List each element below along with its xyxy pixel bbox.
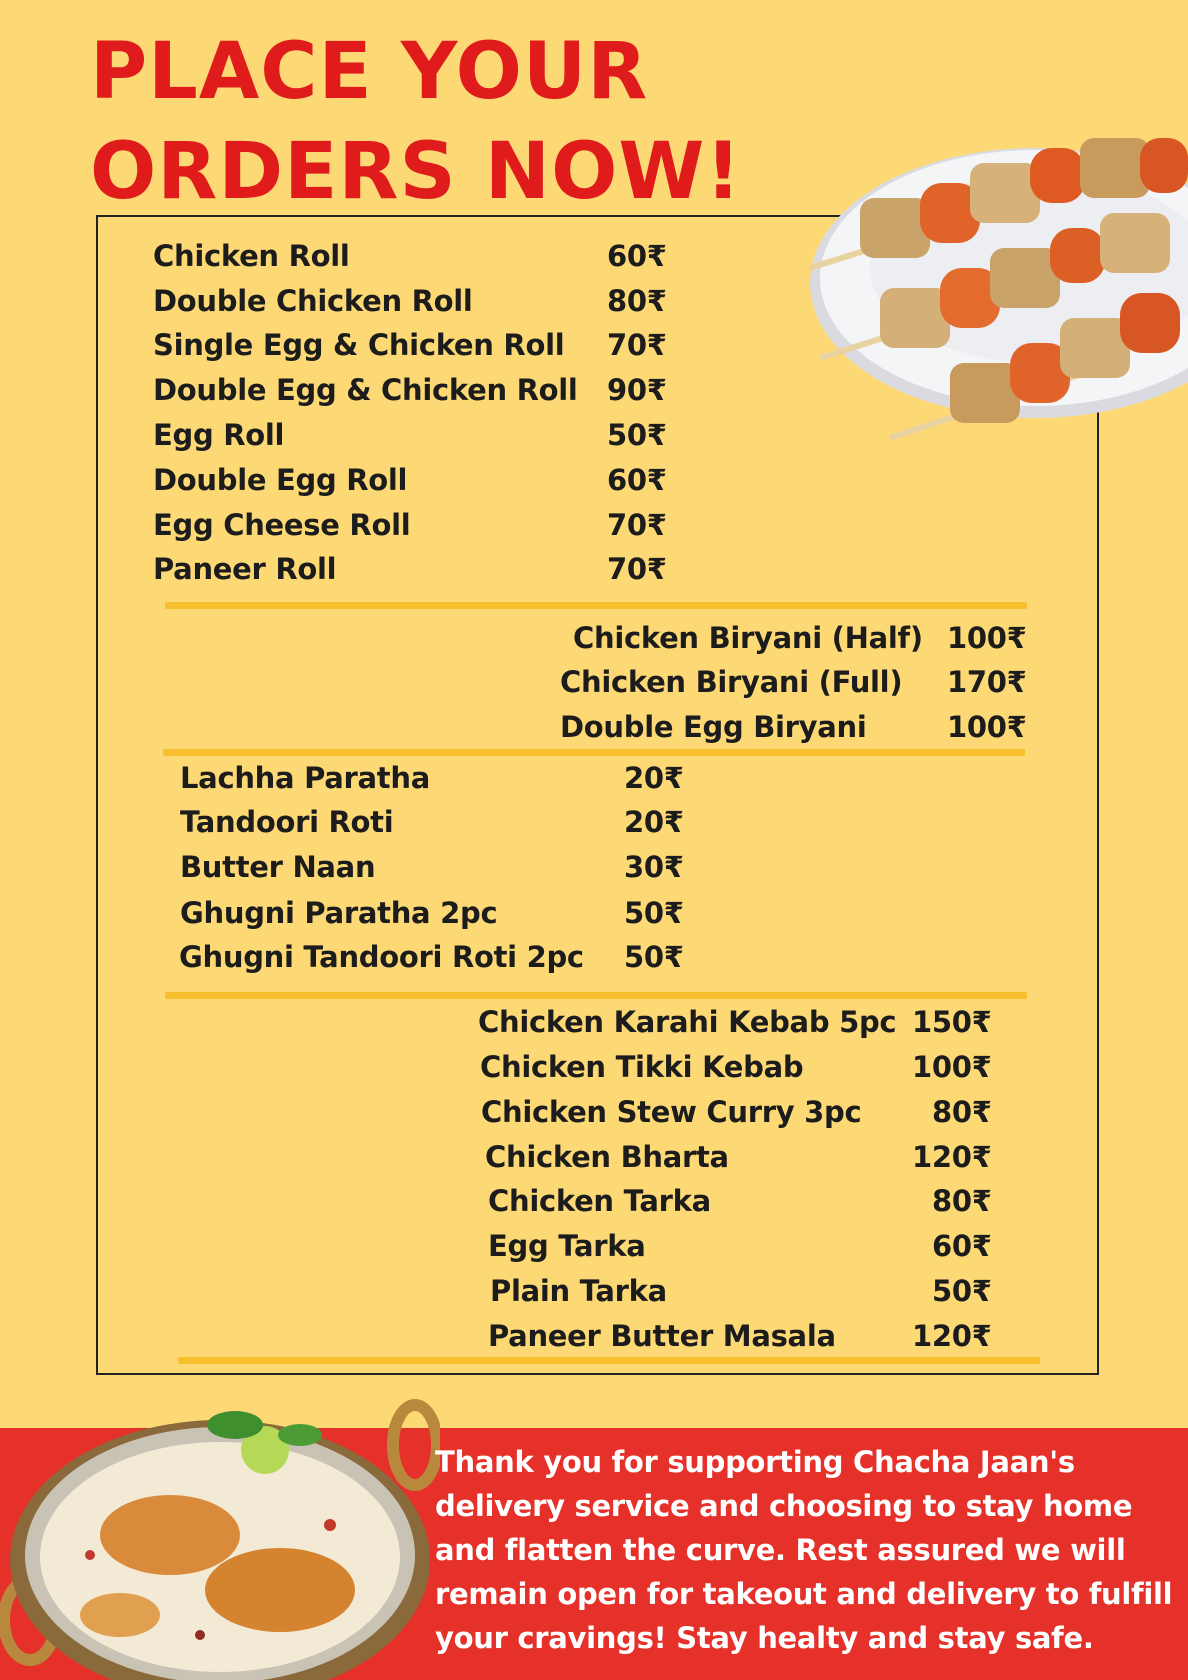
menu-item-price: 50₹ <box>607 418 667 452</box>
menu-item-price: 70₹ <box>607 552 667 586</box>
menu-item-name: Chicken Roll <box>153 239 350 273</box>
menu-item-name: Chicken Stew Curry 3pc <box>481 1095 862 1129</box>
menu-item-price: 100₹ <box>947 710 1027 744</box>
menu-item-price: 50₹ <box>932 1274 992 1308</box>
menu-item-price: 150₹ <box>912 1005 992 1039</box>
menu-item-name: Ghugni Tandoori Roti 2pc <box>179 940 584 974</box>
menu-item-name: Chicken Tikki Kebab <box>480 1050 804 1084</box>
menu-item-price: 80₹ <box>932 1095 992 1129</box>
menu-item-price: 20₹ <box>624 805 684 839</box>
menu-item-name: Chicken Karahi Kebab 5pc <box>478 1005 897 1039</box>
biryani-pot-image <box>0 1385 440 1680</box>
menu-item-price: 120₹ <box>912 1319 992 1353</box>
menu-item-price: 70₹ <box>607 328 667 362</box>
menu-item-price: 50₹ <box>624 940 684 974</box>
menu-item-name: Double Egg Roll <box>153 463 408 497</box>
menu-item-name: Plain Tarka <box>490 1274 667 1308</box>
section-divider <box>178 1357 1040 1364</box>
menu-item-name: Egg Tarka <box>488 1229 646 1263</box>
menu-item-name: Paneer Butter Masala <box>488 1319 836 1353</box>
menu-item-name: Paneer Roll <box>153 552 337 586</box>
menu-item-name: Double Egg & Chicken Roll <box>153 373 578 407</box>
menu-item-name: Single Egg & Chicken Roll <box>153 328 565 362</box>
menu-item-price: 170₹ <box>947 665 1027 699</box>
menu-item-name: Egg Roll <box>153 418 285 452</box>
headline-line-1: PLACE YOUR <box>90 27 649 117</box>
menu-item-name: Egg Cheese Roll <box>153 508 411 542</box>
menu-item-name: Double Egg Biryani <box>560 710 867 744</box>
section-divider <box>165 602 1027 609</box>
menu-item-name: Ghugni Paratha 2pc <box>180 896 498 930</box>
headline-line-2: ORDERS NOW! <box>90 127 742 217</box>
menu-item-name: Chicken Tarka <box>488 1184 711 1218</box>
kebab-plate-image <box>800 118 1188 463</box>
menu-item-price: 70₹ <box>607 508 667 542</box>
footer-message: Thank you for supporting Chacha Jaan's delivery service and choosing to stay home and flatten the curve. Rest assured we will remain open for takeout and delivery to fulfill your cravings! Stay healty and stay safe. <box>435 1445 1173 1655</box>
menu-item-price: 50₹ <box>624 896 684 930</box>
menu-item-price: 80₹ <box>932 1184 992 1218</box>
menu-item-name: Chicken Biryani (Half) <box>573 621 923 655</box>
menu-item-name: Tandoori Roti <box>180 805 394 839</box>
menu-item-name: Double Chicken Roll <box>153 284 473 318</box>
menu-item-name: Chicken Bharta <box>485 1140 729 1174</box>
menu-item-name: Butter Naan <box>180 850 376 884</box>
section-divider <box>165 992 1027 999</box>
menu-item-name: Lachha Paratha <box>180 761 430 795</box>
menu-item-price: 30₹ <box>624 850 684 884</box>
menu-item-price: 60₹ <box>607 239 667 273</box>
menu-item-price: 100₹ <box>947 621 1027 655</box>
menu-item-name: Chicken Biryani (Full) <box>560 665 903 699</box>
menu-item-price: 100₹ <box>912 1050 992 1084</box>
menu-item-price: 20₹ <box>624 761 684 795</box>
menu-item-price: 60₹ <box>932 1229 992 1263</box>
headline <box>90 22 742 222</box>
menu-item-price: 80₹ <box>607 284 667 318</box>
section-divider <box>163 749 1025 756</box>
menu-item-price: 90₹ <box>607 373 667 407</box>
menu-item-price: 60₹ <box>607 463 667 497</box>
menu-item-price: 120₹ <box>912 1140 992 1174</box>
